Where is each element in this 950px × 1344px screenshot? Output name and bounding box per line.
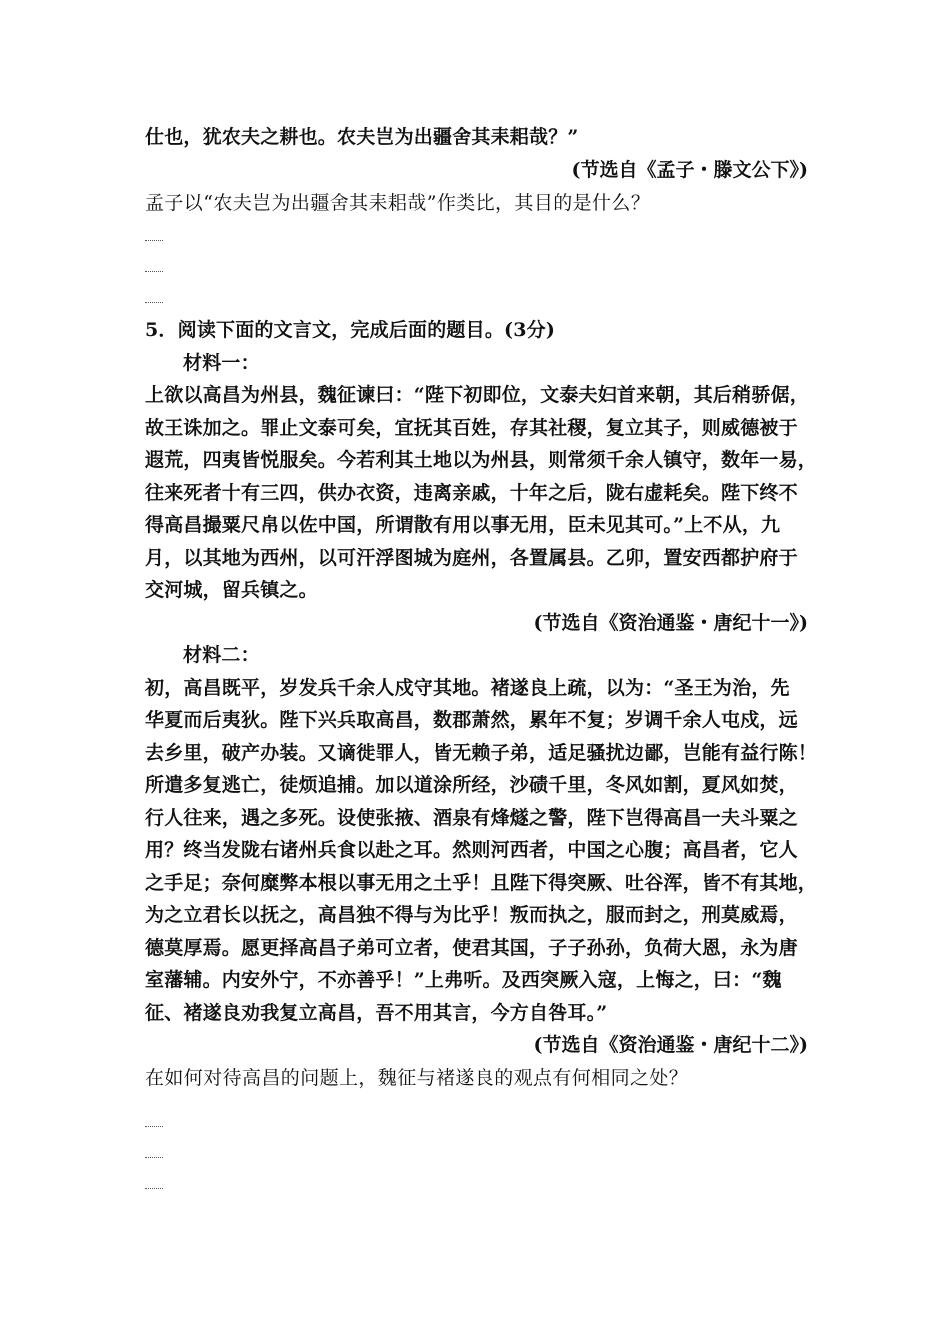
source-citation: (节选自《资治通鉴・唐纪十二》)	[533, 1034, 808, 1056]
material-line: 征、褚遂良劝我复立高昌，吾不用其言，今方自咎耳。”	[145, 1001, 608, 1024]
material-line: 遐荒，四夷皆悦服矣。今若利其土地以为州县，则常须千余人镇守，数年一易，	[145, 449, 818, 471]
answer-line[interactable]	[145, 1157, 163, 1158]
material-line: 初，高昌既平，岁发兵千余人戍守其地。褚遂良上疏，以为：“圣王为治，先	[145, 676, 790, 699]
material-title: 材料二：	[183, 644, 260, 666]
material-line: 得高昌撮粟尺帛以佐中国，所谓散有用以事无用，臣未见其可。”上不从，九	[145, 514, 781, 536]
passage-line: 仕也，犹农夫之耕也。农夫岂为出疆舍其耒耜哉？”	[145, 126, 579, 148]
material-line: 月，以其地为西州，以可汗浮图城为庭州，各置属县。乙卯，置安西都护府于	[145, 546, 798, 569]
answer-line[interactable]	[145, 1188, 163, 1189]
answer-line[interactable]	[145, 302, 163, 303]
material-line: 室藩辅。内安外宁，不亦善乎！”上弗听。及西突厥入寇，上悔之，曰：“魏	[145, 969, 782, 991]
material-line: 故王诛加之。罪止文泰可矣，宜抚其百姓，存其社稷，复立其子，则威德被于	[145, 416, 798, 439]
question-5	[145, 314, 820, 1094]
material-line: 上欲以高昌为州县，魏征谏曰：“陛下初即位，文泰夫妇首来朝，其后稍骄倨，	[145, 384, 809, 406]
material-line: 用？终当发陇右诸州兵食以赴之耳。然则河西者，中国之心腹；高昌者，它人	[145, 839, 798, 861]
question-text: 孟子以“农夫岂为出疆舍其耒耜哉”作类比，其目的是什么？	[145, 192, 651, 214]
material-line: 德莫厚焉。愿更择高昌子弟可立者，使君其国，子子孙孙，负荷大恩，永为唐	[145, 936, 798, 959]
source-citation: (节选自《资治通鉴・唐纪十一》)	[533, 611, 808, 634]
material-line: 交河城，留兵镇之。	[145, 579, 318, 601]
material-line: 为之立君长以抚之，高昌独不得与为比乎！叛而执之，服而封之，刑莫威焉，	[145, 904, 798, 926]
material-line: 之手足；奈何糜弊本根以事无用之土乎！且陛下得突厥、吐谷浑，皆不有其地，	[145, 871, 818, 894]
passage4-ending	[145, 121, 820, 186]
question-4	[145, 187, 820, 220]
question-header: 5．阅读下面的文言文，完成后面的题目。(3分)	[145, 319, 556, 341]
material-line: 往来死者十有三四，供办衣资，违离亲戚，十年之后，陇右虚耗矣。陛下终不	[145, 481, 798, 504]
material-line: 去乡里，破产办装。又谪徙罪人，皆无赖子弟，适足骚扰边鄙，岂能有益行陈！	[145, 741, 818, 764]
material-line: 行人往来，遇之多死。设使张掖、酒泉有烽燧之警，陛下岂得高昌一夫斗粟之	[145, 806, 798, 829]
question-text: 在如何对待高昌的问题上，魏征与褚遂良的观点有何相同之处？	[145, 1066, 689, 1089]
material-title: 材料一：	[183, 351, 260, 374]
material-line: 华夏而后夷狄。陛下兴兵取高昌，数郡萧然，累年不复；岁调千余人屯戍，远	[145, 709, 798, 731]
material-line: 所遣多复逃亡，徒烦追捕。加以道涂所经，沙碛千里，冬风如割，夏风如焚，	[145, 774, 798, 796]
answer-line[interactable]	[145, 271, 163, 272]
answer-line[interactable]	[145, 1126, 163, 1127]
answer-line[interactable]	[145, 240, 163, 241]
source-citation: (节选自《孟子・滕文公下》)	[571, 158, 808, 181]
